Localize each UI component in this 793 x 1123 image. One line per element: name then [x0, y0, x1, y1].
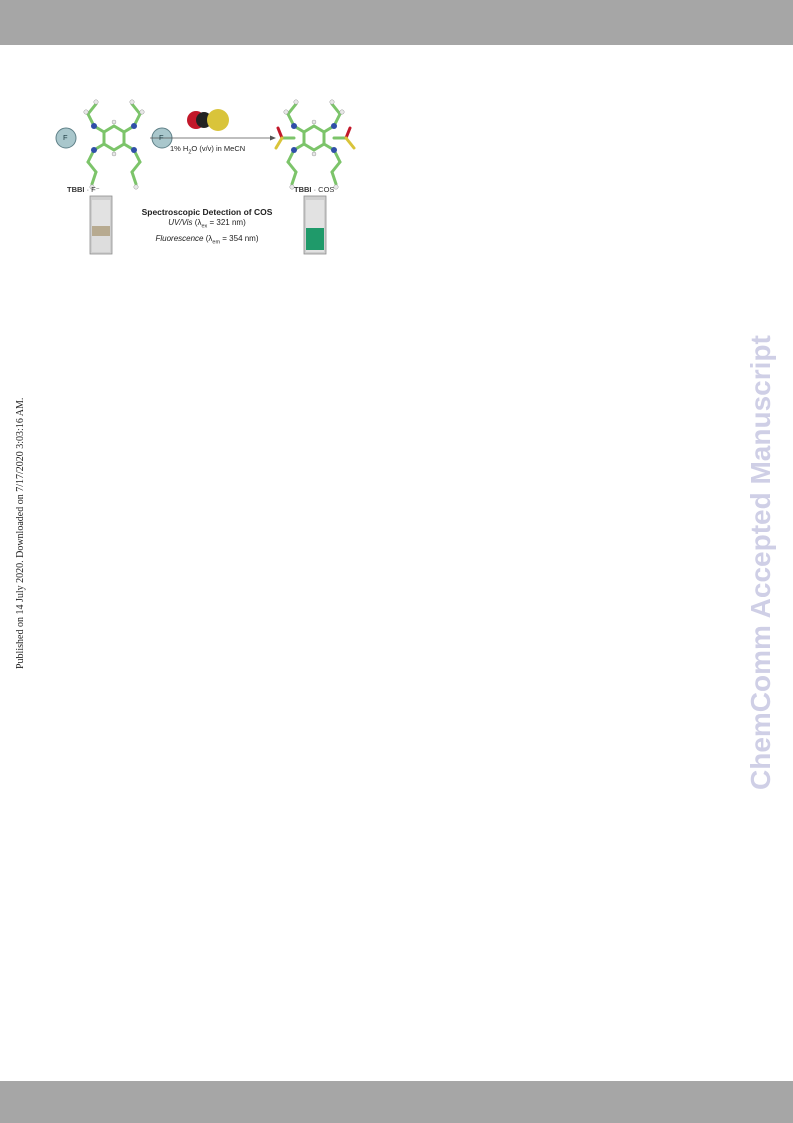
header-band — [0, 0, 793, 45]
reaction-scheme — [52, 92, 362, 258]
cuvette-after — [304, 196, 326, 254]
accepted-manuscript-watermark: ChemComm Accepted Manuscript — [745, 335, 776, 790]
reactant-molecule — [56, 100, 172, 189]
detection-title: Spectroscopic Detection of COS — [141, 207, 273, 217]
fluoride-right-label: F — [159, 133, 164, 142]
detection-panel — [127, 207, 287, 248]
publication-note: Published on 14 July 2020. Downloaded on 7/17/2020 3:03:16 AM. — [15, 397, 26, 669]
product-label: TBBI · COS — [294, 185, 335, 194]
reaction-conditions: 1% $H_2O$ (v/v) in MeCN — [170, 144, 246, 156]
cos-molecule — [187, 109, 229, 131]
fluoride-left-label: F — [63, 133, 68, 142]
product-molecule — [276, 100, 354, 189]
cuvette-before — [90, 196, 112, 254]
reactant-label: TBBI · F⁻ — [67, 185, 100, 194]
fluorescence-line: Fluorescence ($\lambda_{em} = 354$ nm) — [155, 233, 259, 246]
footer-band — [0, 1081, 793, 1123]
uvvis-line: UV/Vis ($\lambda_{ex} = 321$ nm) — [168, 218, 246, 230]
